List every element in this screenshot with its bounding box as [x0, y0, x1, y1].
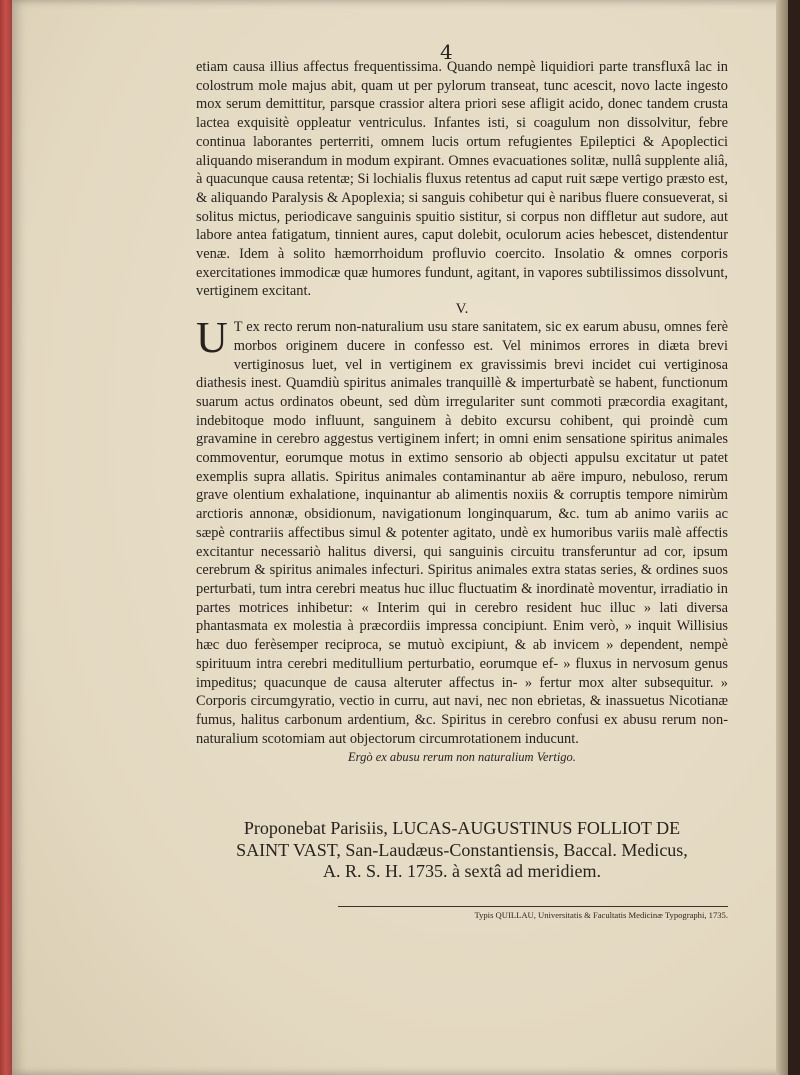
body-text — [196, 58, 728, 766]
paragraph-section-v-text: T ex recto rerum non-naturalium usu stare sanitatem, sic ex earum abusu, omnes ferè morbos originem ducere in confesso est. Vel minimos errores in diæta brevi vertiginosus luet, vel in vertiginem ex gravissimis brevi incidet cui vertiginosa diathesis inest. Quamdiù spiritus animales tranquillè & imperturbatè se habent, functionum suarum actus ordinatos obeunt, sed dùm irregulariter sunt commoti præcordia exagitant, indebitoque modo influunt, sanguinem à debito excursu cohibent, qui proindè cum gravamine in cerebro aggestus vertiginem infert; in omni enim sensatione spiritus animales commoventur, eorumque motus in extimo sensorio ab objecti appulsu excitatur ut patet exemplis supra allatis. Spiritus animales contaminantur ab aëre impuro, nebuloso, rerum grave olentium exhalatione, inquinantur ab alimentis noxiis & corruptis tempore nimirùm arctioris annonæ, obsidionum, navigationum longinquarum, &c. tum ab animo variis ac sæpè contrariis affectibus simul & potenter agitato, undè ex humoribus variis malè affectis excitantur necessariò halitus diversi, qui sanguinis circuitu transferuntur ad cor, ipsum cerebrum & spiritus animales infecturi. Spiritus animales extra statas series, & ordines suos perturbati, tum intra cerebri meatus huc illuc fluctuatim & inordinatè moventur, irradiatio in partes motrices inhibetur: « Interim qui in cerebro resident huc illuc » lati diversa phantasmata ex molestia à præcordiis impressa concipiunt. Enim verò, » inquit Willisius hæc duo ferèsemper reciproca, se mutuò excipiunt, & ab invicem » dependent, nempè spirituum intra cerebri meditullium perturbatio, eorumque ef- » fluxus in nervosum genus impeditus; quacunque de causa alteruter affectus in- » fertur mox alter subsequitur. » Corporis circumgyratio, vectio in curru, aut navi, nec non ebrietas, & inassuetus Nicotianæ fumus, halitus carbonum ardentium, &c. Spiritus in cerebro confusi ex abusu rerum non-naturalium scotomiam aut objectorum circumrotationem inducunt. — [196, 319, 728, 747]
drop-cap-initial: U — [196, 313, 228, 363]
page-edge-shadow — [776, 0, 788, 1075]
printer-colophon: Typis QUILLAU, Universitatis & Facultatis Medicinæ Typographi, 1735. — [474, 910, 728, 920]
section-numeral: V. — [455, 301, 469, 318]
paragraph-section-v — [196, 313, 728, 748]
page-number: 4 — [440, 40, 453, 64]
imprint-line-1: Proponebat Parisiis, LUCAS-AUGUSTINUS FOLLIOT DE — [243, 818, 681, 838]
paragraph-continuation: etiam causa illius affectus frequentissima. Quando nempè liquidiori parte transfluxâ lac in colostrum mole majus abit, quam ut per pylorum transeat, tunc acescit, novo lacte ingesto mox serum demittitur, parsque crassior altera priori sese afligit acido, donec tandem crusta lactea exquisitè oppleatur ventriculus. Infantes isti, si coagulum non dissolvitur, febre continua laborantes perterriti, omnem lucis ortum refugientes Epileptici & Apoplectici aliquando miserandum in modum expirant. Omnes evacuationes solitæ, nullâ supplente aliâ, à quacunque causa retentæ; Si lochialis fluxus retentus ad caput ruit sæpe vertigo præsto est, & aliquando Paralysis & Apoplexia; si sanguis cohibetur qui è naribus fluere consueverat, si solitus mictus, periodicave sanguinis spuitio sistitur, si corpus non diffletur aut sudore, aut labore antea fatigatum, tinnient aures, caput dolebit, oculorum acies hebescet, distendentur venæ. Idem à solito hæmorrhoidum profluvio coercito. Insolatio & omnes corporis exercitationes immodicæ quæ humores fundunt, agitant, in vapores subtilissimos dissolvunt, vertiginem excitant. — [196, 59, 728, 300]
footer-rule — [338, 906, 728, 907]
thesis-conclusion: Ergò ex abusu rerum non naturalium Vertigo. — [348, 750, 576, 765]
imprint-line-3: A. R. S. H. 1735. à sextâ ad meridiem. — [323, 861, 601, 881]
imprint-block — [196, 818, 728, 883]
imprint-line-2: SAINT VAST, San-Laudæus-Constantiensis, Baccal. Medicus, — [236, 839, 688, 860]
